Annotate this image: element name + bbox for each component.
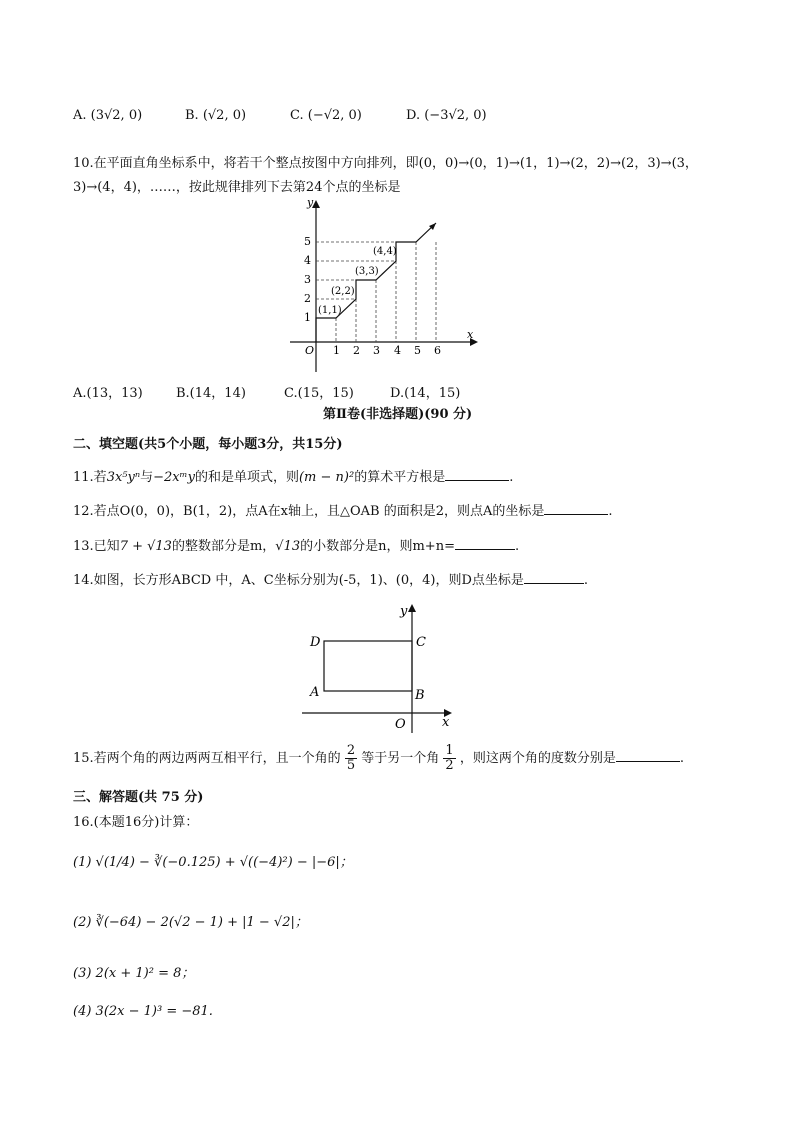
- q10-y-tick: 5: [304, 235, 311, 248]
- q16-part1: (1) √(1/4) − ∛(−0.125) + √((−4)²) − |−6|；: [73, 855, 353, 870]
- q10-point-label: (1,1): [318, 305, 342, 316]
- q12-answer-blank: [544, 502, 608, 515]
- q10-line1: 10.在平面直角坐标系中，将若干个整点按图中方向排列，即(0，0)→(0，1)→(1，1)→(2，2)→(2，3)→(3，: [73, 156, 698, 171]
- q15-fraction-1-num: 2: [346, 743, 356, 758]
- section3-heading: 三、解答题(共 75 分): [73, 790, 204, 805]
- q9-option-d: D. (−3√2, 0): [406, 108, 487, 123]
- q10-option-a: A.(13，13): [73, 386, 143, 401]
- q15-text1: 15.若两个角的两边两两互相平行，且一个角的: [73, 751, 341, 766]
- q11-text2: 的算术平方根是: [354, 470, 446, 485]
- q13-text1: 的整数部分是m，: [171, 539, 276, 554]
- q15-fraction-2: [443, 744, 455, 773]
- q10-option-b: B.(14，14): [176, 386, 246, 401]
- q10-option-d: D.(14，15): [390, 386, 461, 401]
- q14-figure: [300, 598, 460, 738]
- q14-axis-x-label: x: [442, 715, 450, 730]
- q11-expr: (m − n)²: [298, 470, 355, 485]
- q16-part4: (4) 3(2x − 1)³ = −81.: [73, 1004, 213, 1019]
- q10-y-tick: 4: [304, 254, 311, 267]
- q10-point-label: (3,3): [355, 266, 379, 277]
- q14-end: .: [583, 573, 589, 588]
- q10-x-tick: 2: [353, 344, 360, 357]
- q15: [73, 744, 684, 773]
- q13-text2: 的小数部分是n，则m+n=: [300, 539, 455, 554]
- q11-term2: −2xᵐy: [153, 470, 195, 485]
- q15-fraction-2-num: 1: [445, 743, 454, 758]
- q15-fraction-1: [345, 744, 357, 773]
- q15-answer-blank: [616, 749, 680, 762]
- q9-option-a: A. (3√2, 0): [73, 108, 143, 123]
- q14-label-a: A: [310, 685, 320, 700]
- q15-text2: 等于另一个角: [361, 751, 440, 766]
- q14-label-c: C: [416, 635, 426, 650]
- q11: [73, 466, 513, 485]
- q15-end: .: [679, 751, 684, 766]
- q14-text: 14.如图，长方形ABCD 中，A、C坐标分别为(-5，1)、(0，4)，则D点坐标是: [73, 573, 524, 588]
- q14-label-d: D: [310, 635, 321, 650]
- q13: [73, 535, 519, 554]
- q14: [73, 569, 588, 588]
- q10-y-tick: 2: [304, 292, 311, 305]
- q10-line2: 3)→(4，4)，……，按此规律排列下去第24个点的坐标是: [73, 180, 401, 195]
- q14-axis-y-label: y: [400, 604, 408, 619]
- q11-term1: 3x⁵yⁿ: [106, 470, 141, 485]
- q12: [73, 500, 613, 519]
- q14-origin-label: O: [395, 717, 406, 732]
- q15-fraction-2-den: 2: [445, 758, 454, 773]
- q10-y-tick: 3: [304, 273, 311, 286]
- q9-option-b: B. (√2, 0): [185, 108, 247, 123]
- q13-end: .: [514, 539, 520, 554]
- q15-fraction-1-den: 5: [346, 758, 356, 773]
- q9-option-c: C. (−√2, 0): [290, 108, 362, 123]
- q13-expr1: 7 + √13: [119, 539, 172, 554]
- q10-x-tick: 5: [414, 344, 421, 357]
- q14-answer-blank: [524, 571, 584, 584]
- q11-text: 的和是单项式，则: [194, 470, 299, 485]
- q10-x-tick: 6: [434, 344, 441, 357]
- q11-end: .: [509, 470, 514, 485]
- q12-text: 12.若点O(0，0)，B(1，2)，点A在x轴上，且△OAB 的面积是2，则点A的坐标是: [73, 504, 545, 519]
- section2-heading: 二、填空题(共5个小题，每小题3分，共15分): [73, 437, 343, 452]
- q10-origin-label: O: [305, 344, 315, 357]
- q15-text3: ，则这两个角的度数分别是: [459, 751, 616, 766]
- q16-title: 16.(本题16分)计算：: [73, 815, 199, 830]
- part2-title: 第Ⅱ卷(非选择题)(90 分): [323, 407, 473, 422]
- q10-point-label: (2,2): [331, 286, 355, 297]
- q16-part2: (2) ∛(−64) − 2(√2 − 1) + |1 − √2|；: [73, 915, 308, 930]
- q10-x-tick: 4: [394, 344, 401, 357]
- q10-option-c: C.(15，15): [284, 386, 354, 401]
- q14-label-b: B: [415, 688, 425, 703]
- q10-x-tick: 1: [333, 344, 340, 357]
- q11-prefix: 11.若: [73, 470, 107, 485]
- q10-point-label: (4,4): [373, 246, 397, 257]
- q10-axis-x-label: x: [467, 328, 474, 341]
- q13-expr2: √13: [275, 539, 301, 554]
- q12-end: .: [608, 504, 613, 519]
- q10-y-tick: 1: [304, 311, 311, 324]
- q13-prefix: 13.已知: [73, 539, 120, 554]
- q10-axis-y-label: y: [307, 196, 314, 209]
- q16-part3: (3) 2(x + 1)² = 8；: [73, 966, 195, 981]
- q11-answer-blank: [445, 468, 509, 481]
- q13-answer-blank: [455, 537, 515, 550]
- q10-x-tick: 3: [373, 344, 380, 357]
- q14-rectangle: [324, 641, 412, 691]
- q11-mid: 与: [140, 470, 154, 485]
- q10-figure: [285, 196, 485, 376]
